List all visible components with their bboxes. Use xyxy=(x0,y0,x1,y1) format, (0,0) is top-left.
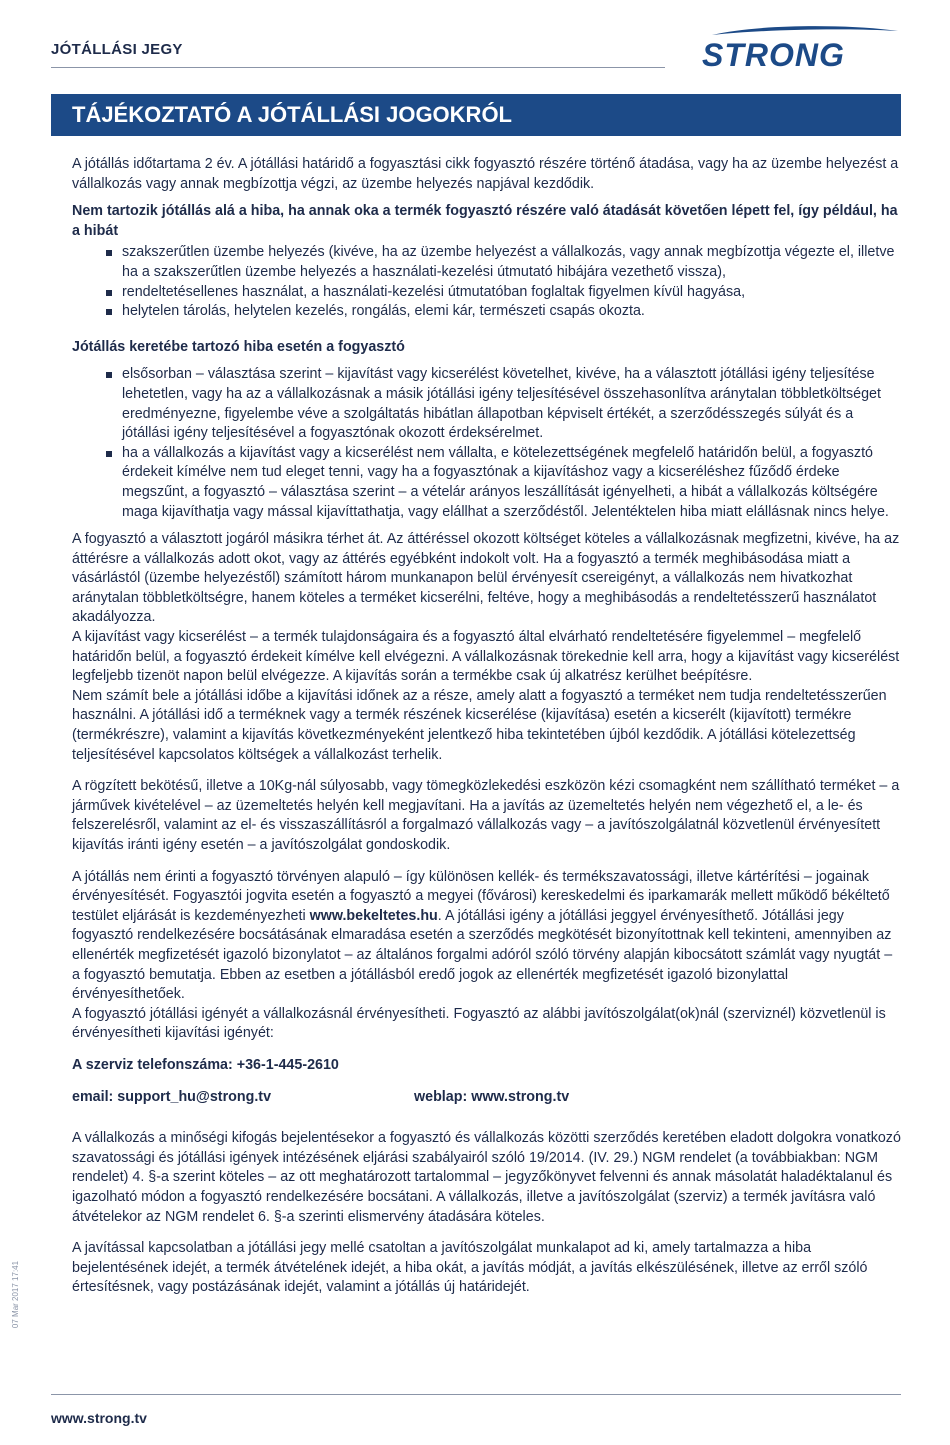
list-item: ha a vállalkozás a kijavítást vagy a kicserélést nem vállalta, e kötelezettségének megfelelő határidőn belül, a fogyasztó érdekeit kímélve nem tud eleget tenni, vagy ha a fogyasztónak a kijavításhoz vagy a kicseréléshez fűződő érdeke megszűnt, a fogyasztó – választása szerint – a vételár arányos leszállítását igényelheti, a hibát a vállalkozás költségére maga kijavíthatja vagy mással kijavíttathatja, vagy elállhat a szerződéstől. Jelentéktelen hiba miatt elállásnak nincs helye. xyxy=(72,444,904,522)
exclusions-list xyxy=(72,243,904,321)
header-divider xyxy=(51,67,665,68)
paragraph-switching: A fogyasztó a választott jogáról másikra térhet át. Az áttéréssel okozott költséget köteles a vállalkozásnak megfizetni, kivéve, ha az áttérésre a vállalkozás adott okot, vagy az áttérés egyébként indokolt volt. Ha a fogyasztó a termék meghibásodása miatt a vásárlástól (üzembe helyezéstől) számított három munkanapon belül érvényesít csereigényt, a vállalkozás nem hivatkozhat aránytalan többletköltségre, hanem köteles a terméket kicserélni, feltéve, hogy a meghibásodás a rendeltetésszerű használatot akadályozza. xyxy=(72,531,900,626)
paragraph-worksheet: A javítással kapcsolatban a jótállási jegy mellé csatoltan a javítószolgálat munkalapot ad ki, amely tartalmazza a hiba bejelentésének idejét, a termék átvételének idejét, a hiba okát, a javítás módját, a javítás elkészülésének, illetve az erről szóló értesítésnek, vagy postázásának idejét, valamint a jótállás új határidejét. xyxy=(72,1240,868,1296)
service-email[interactable]: email: support_hu@strong.tv xyxy=(72,1088,272,1105)
bekeltetes-link[interactable]: www.bekeltetes.hu xyxy=(309,907,438,924)
footer-divider xyxy=(51,1394,901,1395)
paragraph-repair-deadline: A kijavítást vagy kicserélést – a termék tulajdonságaira és a fogyasztó által elvárható rendeltetésére figyelemmel – megfelelő határidőn belül, a fogyasztó érdekeit kímélve kell elvégezni. A vállalkozásnak törekednie kell arra, hogy a kijavítást vagy kicserélést legfeljebb tizenöt napon belül elvégezze. A kijavítás során a termékbe csak új alkatrész kerülhet beépítésre. xyxy=(72,629,900,685)
print-date: 07 Mar 2017 17:41 xyxy=(11,1260,21,1329)
section-banner: TÁJÉKOZTATÓ A JÓTÁLLÁSI JOGOKRÓL xyxy=(51,94,901,136)
list-item: elsősorban – választása szerint – kijavítást vagy kicserélést követelhet, kivéve, ha a választott jótállási igény teljesítése lehetetlen, vagy ha az a vállalkozásnak a másik jótállási igény teljesítésével összehasonlítva aránytalan többletköltséget eredményezne, figyelembe véve a szolgáltatás hibátlan állapotban képviselt értékét, a szerződésszegés súlyát és a jótállási igény teljesítésével a fogyasztónak okozott érdeksérelmet. xyxy=(72,365,904,443)
service-phone: A szerviz telefonszáma: +36-1-445-2610 xyxy=(72,1056,339,1073)
svg-text:STRONG: STRONG xyxy=(702,37,845,72)
list-item: helytelen tárolás, helytelen kezelés, rongálás, elemi kár, természeti csapás okozta. xyxy=(72,302,904,322)
paragraph-repair-time: Nem számít bele a jótállási időbe a kijavítási időnek az a része, amely alatt a fogyasztó a terméket nem tudja rendeltetésszerűen használni. A jótállási idő a terméknek vagy a termék részének kicserélése (kijavítása) esetén a kicserélt (kijavított) termékre (termékrészre), valamint a kijavítás következményeként jelentkező hiba tekintetében újból kezdődik. A jótállási kötelezettség teljesítésével kapcsolatos költségek a vállalkozást terhelik. xyxy=(72,687,887,763)
paragraph-complaint: A vállalkozás a minőségi kifogás bejelentésekor a fogyasztó és vállalkozás közötti szerződés keretében eladott dolgokra vonatkozó szavatossági és jótállási igények intézésének eljárási szabályairól szóló 19/2014. (IV. 29.) NGM rendelet (a továbbiakban: NGM rendelet) 4. §-a szerint köteles – az ott meghatározott tartalommal – jegyzőkönyvet felvenni és annak másolatát haladéktalanul és igazolható módon a fogyasztó rendelkezésére bocsátani. A vállalkozás, illetve a javítószolgálat (szerviz) a termék javításra való átvételekor az NGM rendelet 6. §-a szerinti elismervény átadására köteles. xyxy=(72,1130,901,1225)
list-item: rendeltetésellenes használat, a használati-kezelési útmutatóban foglaltak figyelmen kívül hagyása, xyxy=(72,283,904,303)
paragraph-onsite-repair: A rögzített bekötésű, illetve a 10Kg-nál súlyosabb, vagy tömegközlekedési eszközön kézi csomagként nem szállítható terméket – a járművek kivételével – az üzemeltetés helyén kell megjavítani. Ha a javítás az üzemeltetés helyén nem végezhető el, a le- és felszerelésről, valamint az el- és visszaszállításról a forgalmazó vállalkozás vagy – a javítószolgálatnál közvetlenül érvényesített kijavítás iránti igény esetén – a javítószolgálat gondoskodik. xyxy=(72,778,900,853)
list-item: szakszerűtlen üzembe helyezés (kivéve, ha az üzembe helyezést a vállalkozás, vagy annak megbízottja végezte el, illetve ha a szakszerűtlen üzembe helyezés a használati-kezelési útmutató hibájára vezethető vissza), xyxy=(72,243,904,282)
service-website[interactable]: weblap: www.strong.tv xyxy=(414,1088,570,1105)
contact-row xyxy=(72,1088,904,1108)
paragraph-service: A fogyasztó jótállási igényét a vállalkozásnál érvényesítheti. Fogyasztó az alábbi javítószolgálat(ok)nál (szerviznél) közvetlenül is érvényesítheti kijavítási igényét: xyxy=(72,1005,886,1042)
paragraph-duration: A jótállás időtartama 2 év. A jótállási határidő a fogyasztási cikk fogyasztó részére történő átadása, vagy ha az üzembe helyezést a vállalkozás vagy annak megbízottja végzi, az üzembe helyezés napjával kezdődik. xyxy=(72,156,899,192)
warranty-text xyxy=(72,155,904,1298)
paragraph-consumer-rights: Jótállás keretébe tartozó hiba esetén a fogyasztó xyxy=(72,338,405,355)
document-title: JÓTÁLLÁSI JEGY xyxy=(51,41,183,58)
strong-logo xyxy=(698,22,903,72)
paragraph-legal-rights: A jótállás nem érinti a fogyasztó törvényen alapuló – így különösen kellék- és termékszavatossági, illetve kártérítési – jogainak érvényesítését. Fogyasztói jogvita esetén a fogyasztó a megyei (fővárosi) kereskedelmi és iparkamarák mellett működő békéltető testület eljárását is kezdeményezheti www.bekeltetes.hu. A jótállási igény a jótállási jeggyel érvényesíthető. Jótállási jegy fogyasztó rendelkezésére bocsátásának elmaradása esetén a szerződés megkötését bizonyítottnak kell tekinteni, amennyiben az ellenérték megfizetését igazoló bizonylatot – az általános forgalmi adóról szóló törvény alapján kibocsátott számlát vagy nyugtát – a fogyasztó bemutatja. Ebben az esetben a jótállásból eredő jogok az ellenérték megfizetését igazoló bizonylattal érvényesíthetőek. xyxy=(72,868,893,1003)
footer-url[interactable]: www.strong.tv xyxy=(51,1410,147,1426)
consumer-rights-list xyxy=(72,365,904,522)
paragraph-exclusions: Nem tartozik jótállás alá a hiba, ha annak oka a termék fogyasztó részére való átadását követően lépett fel, így például, ha a hibát xyxy=(72,203,898,239)
